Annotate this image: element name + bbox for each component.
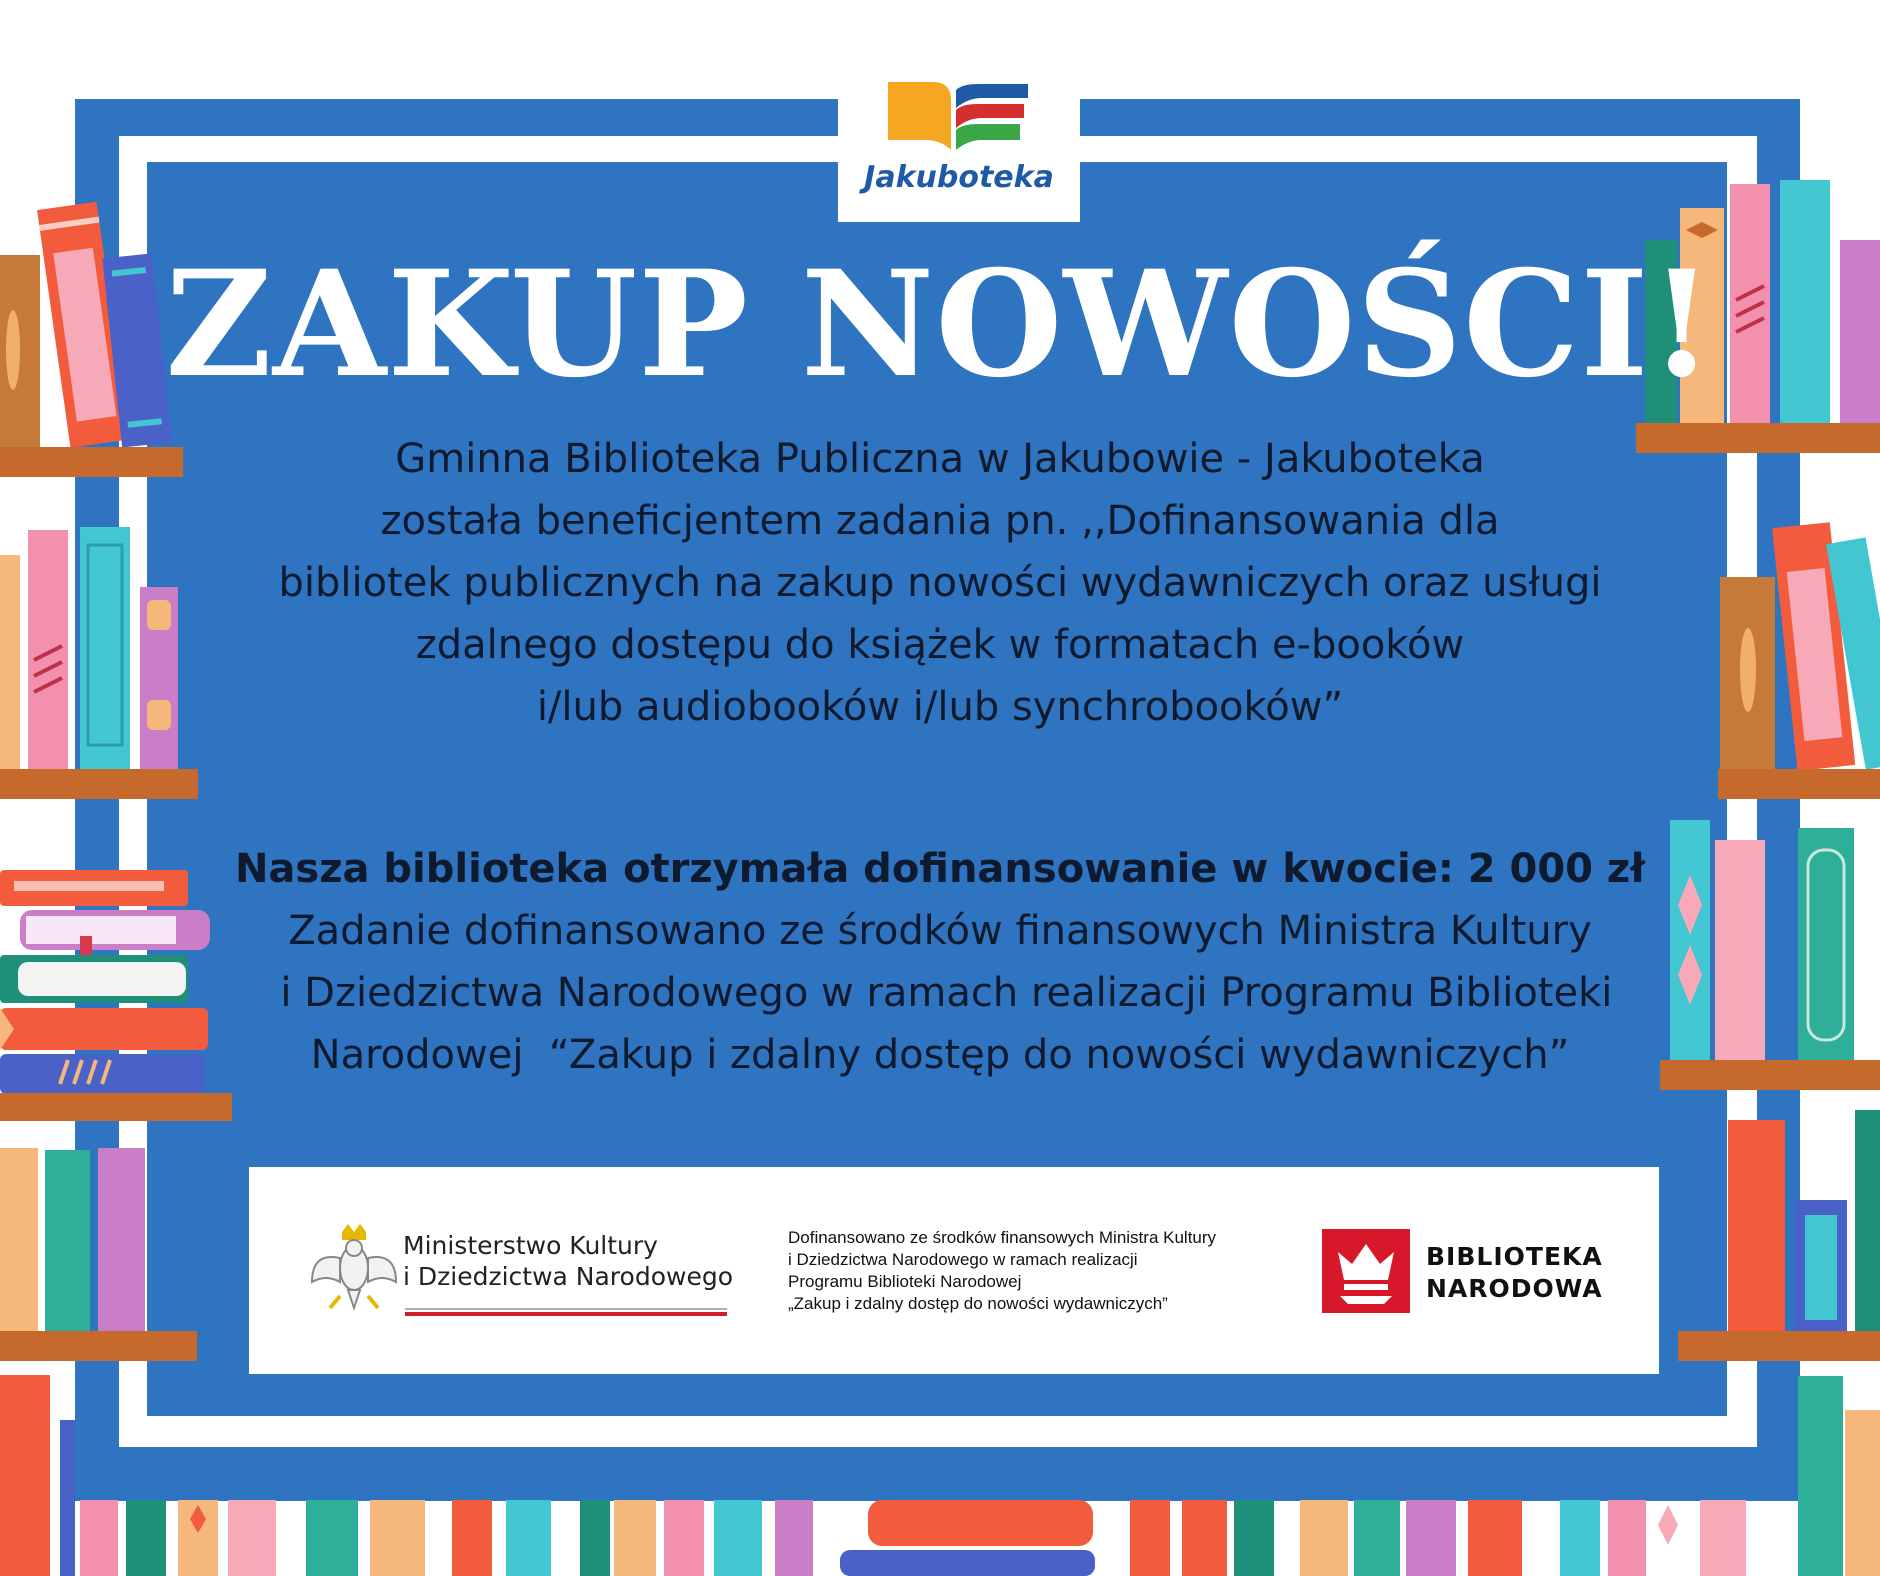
funding-line: Narodowej “Zakup i zdalny dostęp do nowości wydawniczych”: [310, 1032, 1570, 1078]
note-line: Programu Biblioteki Narodowej: [788, 1272, 1022, 1291]
funding-line: Zadanie dofinansowano ze środków finansowych Ministra Kultury: [288, 908, 1592, 954]
left-shelf-4: [0, 1148, 197, 1361]
funding-note: [788, 1227, 1216, 1315]
bn-line: NARODOWA: [1426, 1274, 1603, 1303]
right-shelf-4: [1678, 1110, 1880, 1361]
intro-line: bibliotek publicznych na zakup nowości wydawniczych oraz usługi: [278, 560, 1602, 606]
ministry-underline-red: [405, 1312, 727, 1316]
intro-line: Gminna Biblioteka Publiczna w Jakubowie - Jakuboteka: [395, 436, 1485, 482]
ministry-line: i Dziedzictwa Narodowego: [403, 1262, 733, 1291]
ministry-line: Ministerstwo Kultury: [403, 1231, 658, 1260]
bn-line: BIBLIOTEKA: [1426, 1242, 1603, 1271]
funding-line: i Dziedzictwa Narodowego w ramach realizacji Programu Biblioteki: [267, 970, 1613, 1016]
intro-paragraph: [150, 428, 1730, 738]
open-book-logo-icon: [838, 80, 1080, 222]
left-shelf-5-book: [0, 1375, 50, 1576]
note-line: „Zakup i zdalny dostęp do nowości wydawniczych”: [788, 1294, 1168, 1313]
national-library-name: [1426, 1241, 1603, 1305]
funding-paragraph: [150, 838, 1730, 1086]
intro-line: i/lub audiobooków i/lub synchrobooków”: [536, 684, 1344, 730]
headline: ZAKUP NOWOŚCI!: [165, 239, 1715, 410]
note-line: i Dziedzictwa Narodowego w ramach realizacji: [788, 1250, 1138, 1269]
right-shelf-2: [1718, 522, 1880, 799]
intro-line: została beneficjentem zadania pn. ,,Dofinansowania dla: [380, 498, 1500, 544]
logo-badge: [838, 80, 1080, 222]
ministry-name: [403, 1230, 733, 1292]
funding-amount: Nasza biblioteka otrzymała dofinansowanie w kwocie: 2 000 zł: [234, 846, 1646, 892]
logo-name: Jakuboteka: [864, 160, 1054, 195]
ministry-underline-grey: [405, 1308, 727, 1310]
bottom-books-strip: [80, 1500, 1746, 1576]
note-line: Dofinansowano ze środków finansowych Ministra Kultury: [788, 1228, 1217, 1247]
intro-line: zdalnego dostępu do książek w formatach e-booków: [415, 622, 1465, 668]
